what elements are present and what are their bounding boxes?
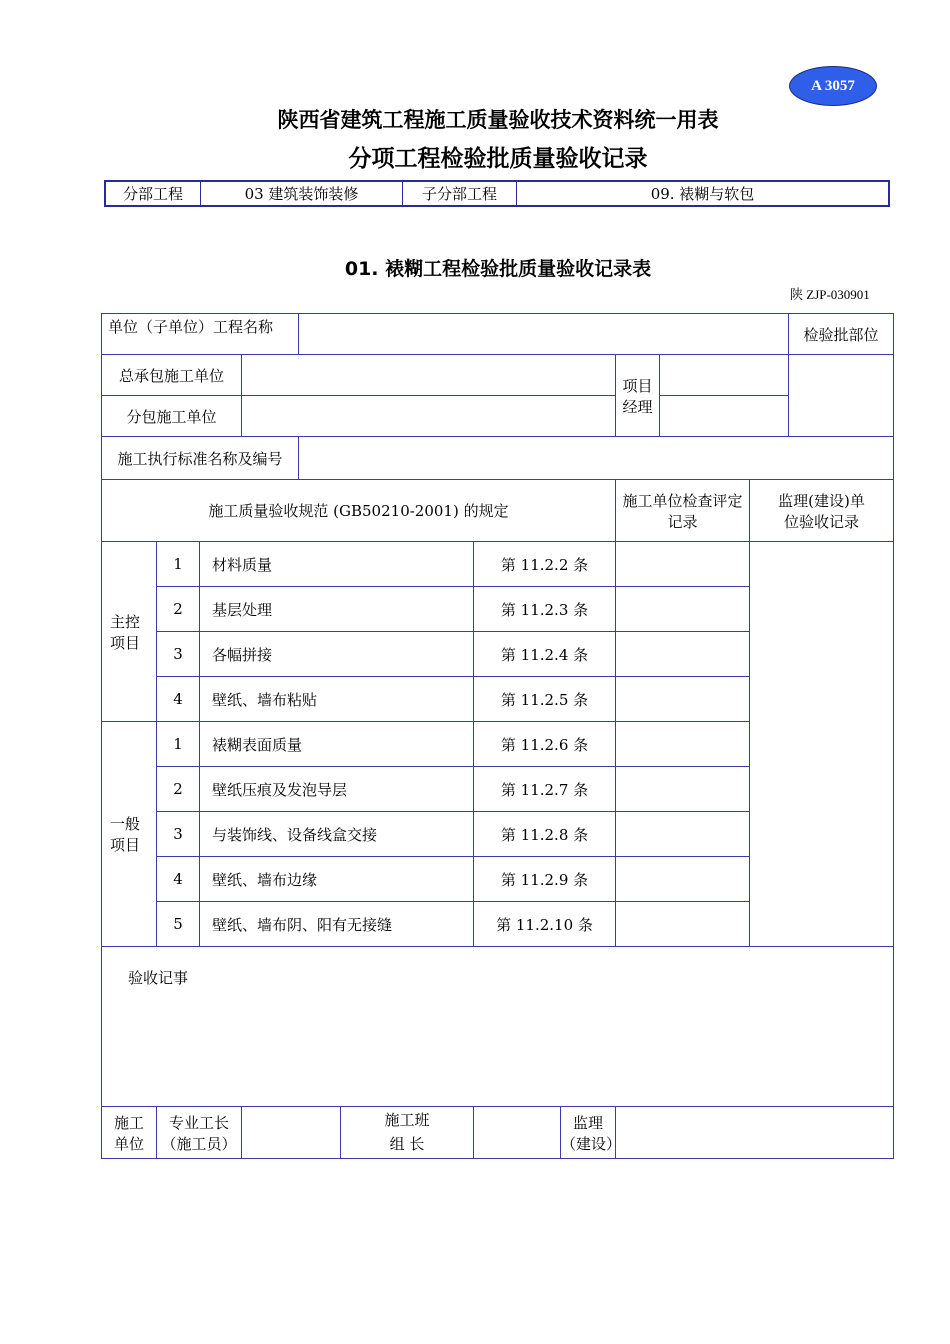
item-number: 5 bbox=[157, 902, 200, 947]
item-number: 2 bbox=[157, 767, 200, 812]
main-control-group-label: 主控 项目 bbox=[102, 542, 157, 722]
item-clause: 第 11.2.8 条 bbox=[474, 812, 616, 857]
contractor-check-cell[interactable] bbox=[616, 812, 750, 857]
inspection-location-field[interactable] bbox=[789, 355, 894, 437]
construction-unit-label: 施工 单位 bbox=[102, 1107, 157, 1159]
foreman-label: 专业工长 （施工员） bbox=[157, 1107, 242, 1159]
team-leader-sign-box[interactable] bbox=[474, 1107, 561, 1158]
item-number: 1 bbox=[157, 542, 200, 587]
inspection-location-label: 检验批部位 bbox=[789, 314, 894, 355]
team-leader-label: 施工班 组 长 bbox=[384, 1111, 430, 1153]
contractor-check-header: 施工单位检查评定记录 bbox=[616, 480, 750, 542]
spec-header: 施工质量验收规范 (GB50210-2001) 的规定 bbox=[102, 480, 616, 542]
item-name: 基层处理 bbox=[200, 587, 474, 632]
general-group-label: 一般 项目 bbox=[102, 722, 157, 947]
item-name: 各幅拼接 bbox=[200, 632, 474, 677]
item-clause: 第 11.2.9 条 bbox=[474, 857, 616, 902]
document-subtitle: 分项工程检验批质量验收记录 bbox=[348, 146, 648, 172]
item-name: 裱糊表面质量 bbox=[200, 722, 474, 767]
item-name: 壁纸、墙布粘贴 bbox=[200, 677, 474, 722]
form-code: 陕 ZJP-030901 bbox=[790, 287, 870, 302]
foreman-sign-box[interactable] bbox=[242, 1107, 341, 1158]
item-clause: 第 11.2.2 条 bbox=[474, 542, 616, 587]
sub-subsection-value: 09. 裱糊与软包 bbox=[650, 185, 755, 203]
item-clause: 第 11.2.4 条 bbox=[474, 632, 616, 677]
general-contractor-label: 总承包施工单位 bbox=[102, 355, 242, 396]
item-clause: 第 11.2.5 条 bbox=[474, 677, 616, 722]
subcontractor-label: 分包施工单位 bbox=[102, 396, 242, 437]
subsection-label: 分部工程 bbox=[106, 182, 201, 205]
item-clause: 第 11.2.3 条 bbox=[474, 587, 616, 632]
project-name-label: 单位（子单位）工程名称 bbox=[102, 314, 299, 355]
team-leader-signature-field[interactable] bbox=[474, 1107, 622, 1159]
project-manager-field-1[interactable] bbox=[660, 355, 789, 396]
item-number: 3 bbox=[157, 632, 200, 677]
item-name: 与装饰线、设备线盒交接 bbox=[200, 812, 474, 857]
subsection-value: 03 建筑装饰装修 bbox=[201, 182, 403, 205]
supervisor-record-cell[interactable] bbox=[750, 542, 894, 947]
remarks-cell[interactable] bbox=[102, 947, 894, 1107]
item-name: 壁纸、墙布阴、阳有无接缝 bbox=[200, 902, 474, 947]
supervision-label: 监理 （建设） bbox=[561, 1113, 622, 1153]
subsection-header bbox=[104, 180, 890, 207]
project-manager-label: 项目 经理 bbox=[616, 355, 660, 437]
item-clause: 第 11.2.6 条 bbox=[474, 722, 616, 767]
foreman-signature-field[interactable] bbox=[242, 1107, 474, 1159]
form-number-badge: A 3057 bbox=[789, 66, 877, 106]
standard-label: 施工执行标准名称及编号 bbox=[102, 437, 299, 480]
item-clause: 第 11.2.7 条 bbox=[474, 767, 616, 812]
contractor-check-cell[interactable] bbox=[616, 722, 750, 767]
item-clause: 第 11.2.10 条 bbox=[474, 902, 616, 947]
contractor-check-cell[interactable] bbox=[616, 902, 750, 947]
sub-subsection-label: 子分部工程 bbox=[403, 182, 517, 205]
supervisor-header: 监理(建设)单 位验收记录 bbox=[750, 480, 894, 542]
item-name: 壁纸、墙布边缘 bbox=[200, 857, 474, 902]
subcontractor-field[interactable] bbox=[242, 396, 616, 437]
document-title: 陕西省建筑工程施工质量验收技术资料统一用表 bbox=[277, 108, 719, 132]
item-number: 2 bbox=[157, 587, 200, 632]
item-number: 4 bbox=[157, 857, 200, 902]
contractor-check-cell[interactable] bbox=[616, 767, 750, 812]
remarks-label: 验收记事 bbox=[128, 969, 189, 987]
table-title: 01. 裱糊工程检验批质量验收记录表 bbox=[344, 258, 652, 280]
item-number: 3 bbox=[157, 812, 200, 857]
supervision-signature-field[interactable] bbox=[616, 1107, 894, 1159]
contractor-check-cell[interactable] bbox=[616, 542, 750, 587]
standard-field[interactable] bbox=[299, 437, 894, 480]
contractor-check-cell[interactable] bbox=[616, 677, 750, 722]
contractor-check-cell[interactable] bbox=[616, 587, 750, 632]
item-name: 材料质量 bbox=[200, 542, 474, 587]
table-row bbox=[102, 542, 894, 587]
item-name: 壁纸压痕及发泡导层 bbox=[200, 767, 474, 812]
general-contractor-field[interactable] bbox=[242, 355, 616, 396]
item-number: 1 bbox=[157, 722, 200, 767]
item-number: 4 bbox=[157, 677, 200, 722]
contractor-check-cell[interactable] bbox=[616, 632, 750, 677]
project-name-field[interactable] bbox=[299, 314, 789, 355]
project-manager-field-2[interactable] bbox=[660, 396, 789, 437]
contractor-check-cell[interactable] bbox=[616, 857, 750, 902]
inspection-record-table bbox=[101, 313, 894, 1159]
